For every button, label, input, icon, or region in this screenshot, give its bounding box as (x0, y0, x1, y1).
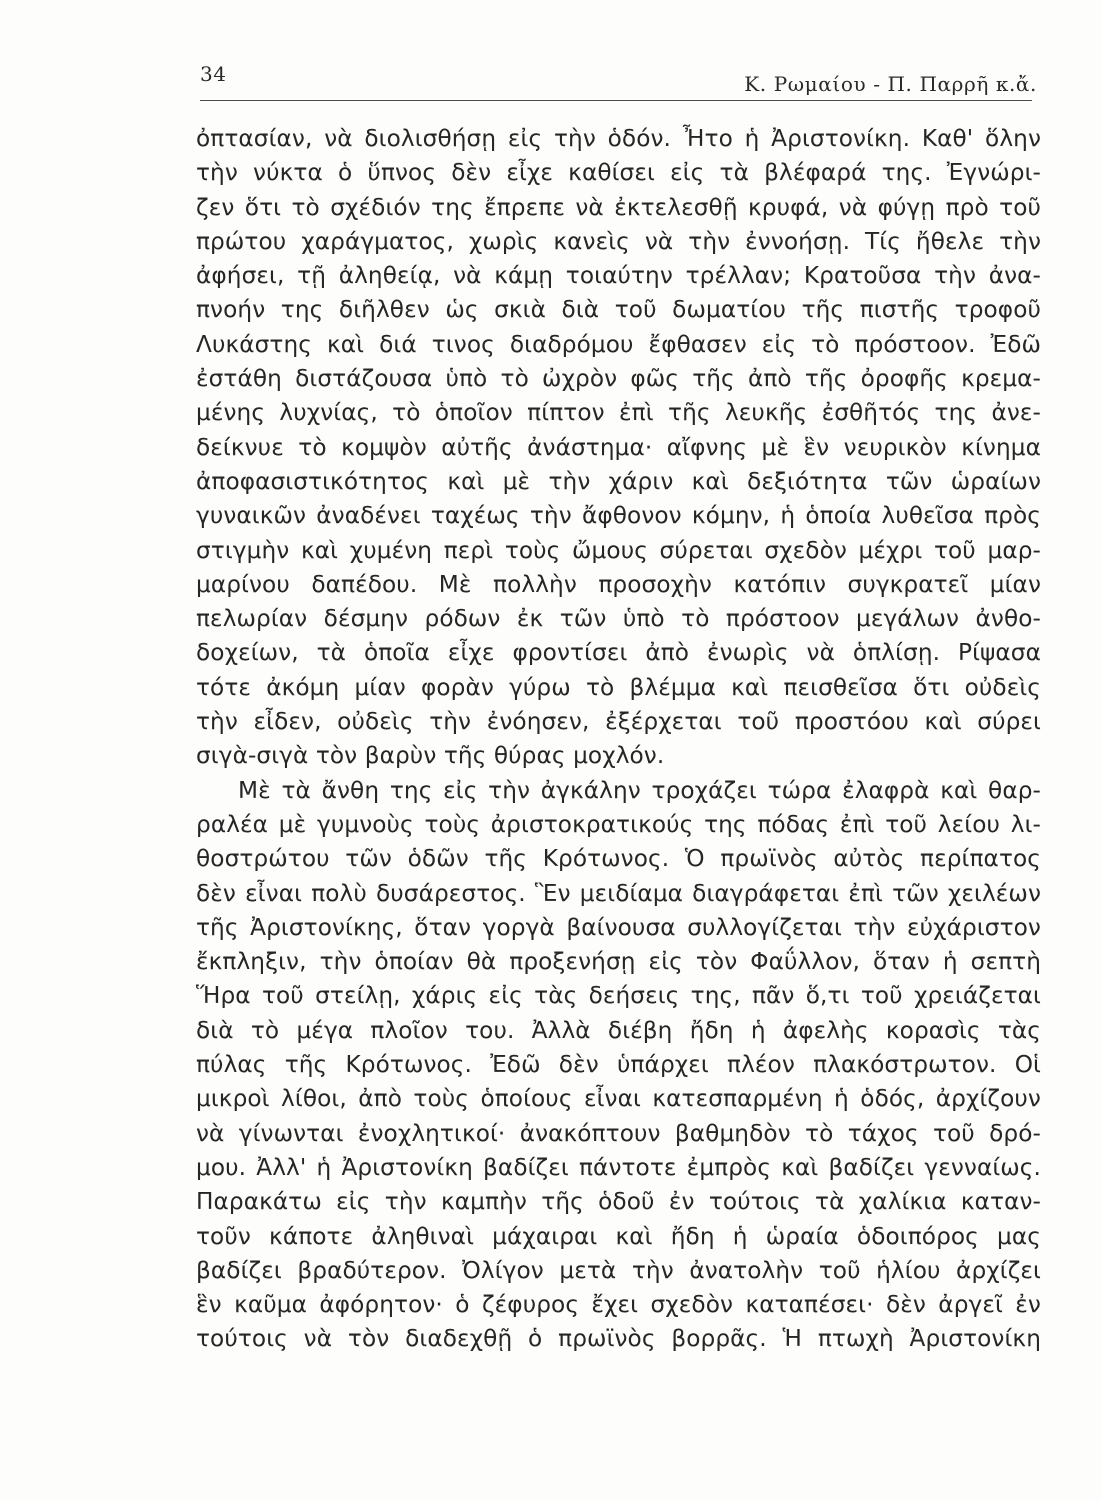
text-line: μαρίνου δαπέδου. Μὲ πολλὴν προσοχὴν κατόπιν συγκρατεῖ μίαν (196, 570, 1041, 598)
text-line: νὰ γίνωνται ἐνοχλητικοί· ἀνακόπτουν βαθμηδὸν τὸ τάχος τοῦ δρό- (196, 1119, 1041, 1147)
text-line: Μὲ τὰ ἄνθη της εἰς τὴν ἀγκάλην τροχάζει τώρα ἐλαφρὰ καὶ θαρ- (238, 776, 1041, 804)
page-header (200, 58, 1045, 98)
text-line: Παρακάτω εἰς τὴν καμπὴν τῆς ὁδοῦ ἐν τούτοις τὰ χαλίκια καταν- (196, 1188, 1041, 1216)
text-line: στιγμὴν καὶ χυμένη περὶ τοὺς ὤμους σύρεται σχεδὸν μέχρι τοῦ μαρ- (196, 536, 1041, 564)
text-line: ἀφήσει, τῇ ἀληθείᾳ, νὰ κάμῃ τοιαύτην τρέλλαν; Κρατοῦσα τὴν ἀνα- (196, 262, 1041, 290)
text-line: δείκνυε τὸ κομψὸν αὐτῆς ἀνάστημα· αἴφνης μὲ ἓν νευρικὸν κίνημα (196, 433, 1041, 461)
text-line: ἔκπληξιν, τὴν ὁποίαν θὰ προξενήσῃ εἰς τὸν Φαΰλλον, ὅταν ἡ σεπτὴ (196, 948, 1041, 976)
text-line: ζεν ὅτι τὸ σχέδιόν της ἔπρεπε νὰ ἐκτελεσθῇ κρυφά, νὰ φύγῃ πρὸ τοῦ (196, 193, 1041, 221)
text-line: τῆς Ἀριστονίκης, ὅταν γοργὰ βαίνουσα συλλογίζεται τὴν εὐχάριστον (196, 913, 1041, 941)
text-line: δοχείων, τὰ ὁποῖα εἶχε φροντίσει ἀπὸ ἐνωρὶς νὰ ὁπλίσῃ. Ρίψασα (196, 639, 1041, 667)
text-line: μικροὶ λίθοι, ἀπὸ τοὺς ὁποίους εἶναι κατεσπαρμένη ἡ ὁδός, ἀρχίζουν (196, 1085, 1041, 1113)
text-line: Λυκάστης καὶ διά τινος διαδρόμου ἔφθασεν εἰς τὸ πρόστοον. Ἐδῶ (196, 330, 1041, 358)
text-line: σιγὰ-σιγὰ τὸν βαρὺν τῆς θύρας μοχλόν. (196, 742, 665, 770)
text-line: ἓν καῦμα ἀφόρητον· ὁ ζέφυρος ἔχει σχεδὸν καταπέσει· δὲν ἀργεῖ ἐν (196, 1291, 1041, 1319)
text-line: τὴν νύκτα ὁ ὕπνος δὲν εἶχε καθίσει εἰς τὰ βλέφαρά της. Ἐγνώρι- (196, 159, 1041, 187)
text-line: γυναικῶν ἀναδένει ταχέως τὴν ἄφθονον κόμην, ἡ ὁποία λυθεῖσα πρὸς (196, 502, 1041, 530)
body-text (196, 122, 1041, 1357)
text-line: πελωρίαν δέσμην ρόδων ἐκ τῶν ὑπὸ τὸ πρόστοον μεγάλων ἀνθο- (196, 605, 1041, 633)
header-rule (200, 100, 1032, 101)
text-line: βαδίζει βραδύτερον. Ὀλίγον μετὰ τὴν ἀνατολὴν τοῦ ἡλίου ἀρχίζει (196, 1256, 1041, 1284)
text-line: τούτοις νὰ τὸν διαδεχθῇ ὁ πρωϊνὸς βορρᾶς. Ἡ πτωχὴ Ἀριστονίκη (196, 1325, 1041, 1353)
text-line: θοστρώτου τῶν ὁδῶν τῆς Κρότωνος. Ὁ πρωϊνὸς αὐτὸς περίπατος (196, 845, 1041, 873)
text-line: διὰ τὸ μέγα πλοῖον του. Ἀλλὰ διέβη ἤδη ἡ ἀφελὴς κορασὶς τὰς (196, 1016, 1041, 1044)
text-line: Ἥρα τοῦ στείλῃ, χάρις εἰς τὰς δεήσεις της, πᾶν ὅ,τι τοῦ χρειάζεται (196, 982, 1041, 1010)
text-line: ἀποφασιστικότητος καὶ μὲ τὴν χάριν καὶ δεξιότητα τῶν ὡραίων (196, 467, 1041, 495)
text-line: πνοήν της διῆλθεν ὡς σκιὰ διὰ τοῦ δωματίου τῆς πιστῆς τροφοῦ (196, 296, 1041, 324)
text-line: πρώτου χαράγματος, χωρὶς κανεὶς νὰ τὴν ἐννοήσῃ. Τίς ἤθελε τὴν (196, 227, 1041, 255)
text-line: τοῦν κάποτε ἀληθιναὶ μάχαιραι καὶ ἤδη ἡ ὡραία ὁδοιπόρος μας (196, 1222, 1041, 1250)
text-line: πύλας τῆς Κρότωνος. Ἐδῶ δὲν ὑπάρχει πλέον πλακόστρωτον. Οἱ (196, 1051, 1041, 1079)
text-line: ἐστάθη διστάζουσα ὑπὸ τὸ ὠχρὸν φῶς τῆς ἀπὸ τῆς ὀροφῆς κρεμα- (196, 365, 1041, 393)
text-line: ὀπτασίαν, νὰ διολισθήσῃ εἰς τὴν ὁδόν. Ἦτο ἡ Ἀριστονίκη. Καθ' ὅλην (196, 125, 1041, 152)
text-line: μένης λυχνίας, τὸ ὁποῖον πίπτον ἐπὶ τῆς λευκῆς ἐσθῆτός της ἀνε- (196, 399, 1041, 427)
text-line: μου. Ἀλλ' ἡ Ἀριστονίκη βαδίζει πάντοτε ἐμπρὸς καὶ βαδίζει γενναίως. (196, 1153, 1041, 1181)
text-line: τὴν εἶδεν, οὐδεὶς τὴν ἐνόησεν, ἐξέρχεται τοῦ προστόου καὶ σύρει (196, 708, 1041, 736)
text-line: τότε ἀκόμη μίαν φορὰν γύρω τὸ βλέμμα καὶ πεισθεῖσα ὅτι οὐδεὶς (196, 673, 1041, 701)
running-title: Κ. Ρωμαίου - Π. Παρρῆ κ.ἄ. (744, 72, 1037, 96)
text-line: δὲν εἶναι πολὺ δυσάρεστος. Ἓν μειδίαμα διαγράφεται ἐπὶ τῶν χειλέων (196, 879, 1041, 907)
page-number: 34 (200, 62, 227, 86)
text-line: ραλέα μὲ γυμνοὺς τοὺς ἀριστοκρατικούς της πόδας ἐπὶ τοῦ λείου λι- (196, 810, 1041, 838)
